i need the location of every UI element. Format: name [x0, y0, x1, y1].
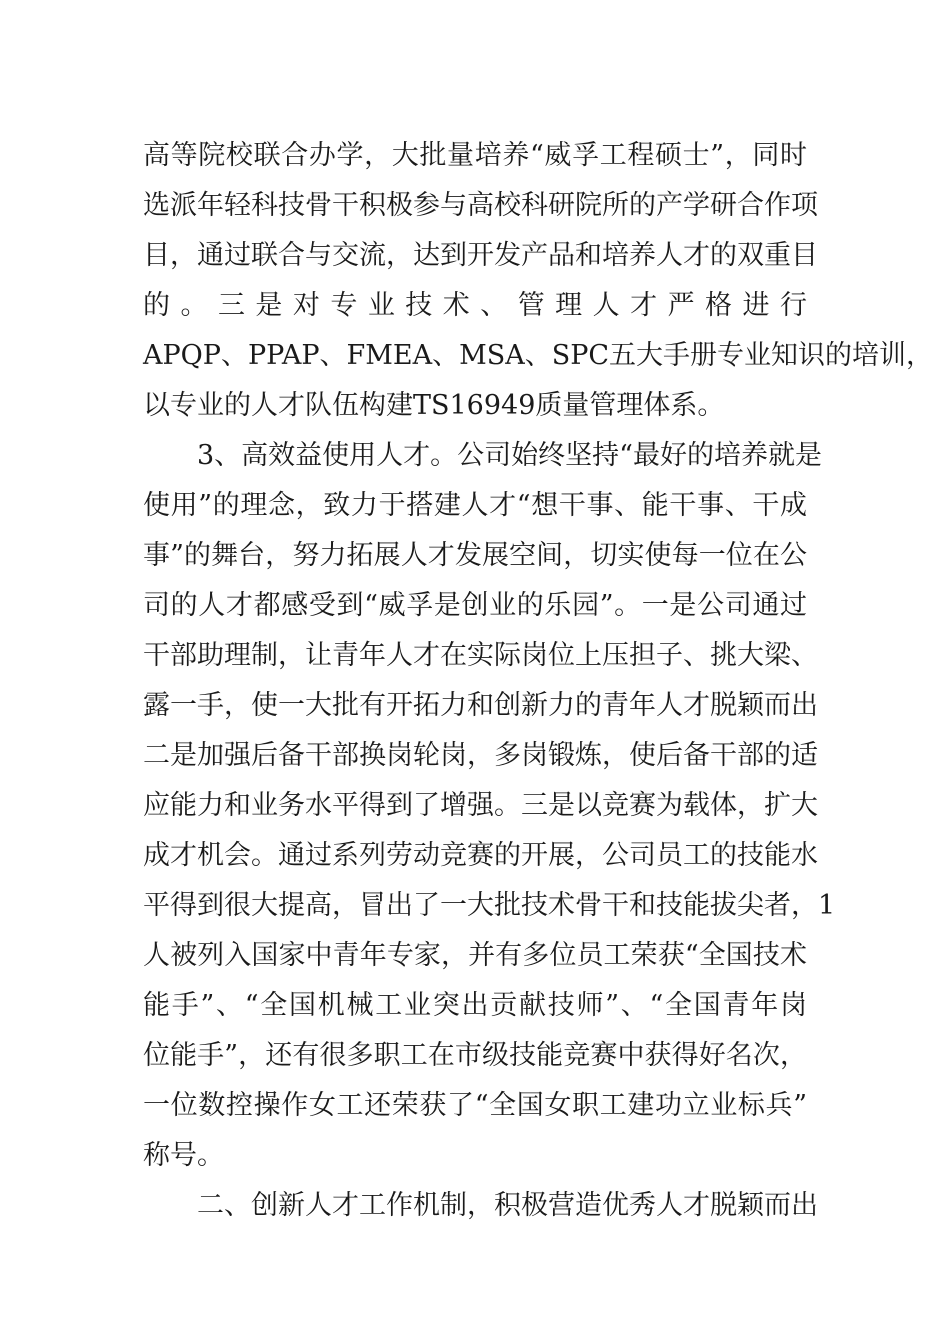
text-line-8: 使用”的理念，致力于搭建人才“想干事、能干事、干成	[143, 490, 807, 521]
text-line-2: 选派年轻科技骨干积极参与高校科研院所的产学研合作项	[143, 190, 818, 221]
text-line-19: 位能手”，还有很多职工在市级技能竞赛中获得好名次，	[143, 1040, 807, 1071]
text-line-7: 3、高效益使用人才。公司始终坚持“最好的培养就是	[197, 440, 822, 471]
text-line-6: 以专业的人才队伍构建TS16949质量管理体系。	[143, 390, 725, 421]
text-line-14: 应能力和业务水平得到了增强。三是以竞赛为载体，扩大	[143, 790, 818, 821]
text-line-5: APQP、PPAP、FMEA、MSA、SPC五大手册专业知识的培训，	[143, 340, 934, 371]
text-line-10: 司的人才都感受到“威孚是创业的乐园”。一是公司通过	[143, 590, 807, 621]
text-line-15: 成才机会。通过系列劳动竞赛的开展，公司员工的技能水	[143, 840, 818, 871]
text-line-16: 平得到很大提高，冒出了一大批技术骨干和技能拔尖者，1	[143, 890, 836, 921]
text-line-12: 露一手，使一大批有开拓力和创新力的青年人才脱颖而出	[143, 690, 818, 721]
text-line-20: 一位数控操作女工还荣获了“全国女职工建功立业标兵”	[143, 1090, 807, 1121]
text-line-13: 二是加强后备干部换岗轮岗，多岗锻炼，使后备干部的适	[143, 740, 818, 771]
text-line-3: 目，通过联合与交流，达到开发产品和培养人才的双重目	[143, 240, 818, 271]
text-line-4: 的。三是对专业技术、管理人才严格进行	[143, 290, 807, 321]
text-line-9: 事”的舞台，努力拓展人才发展空间，切实使每一位在公	[143, 540, 807, 571]
text-line-18: 能手”、“全国机械工业突出贡献技师”、“全国青年岗	[143, 990, 807, 1021]
text-line-1: 高等院校联合办学，大批量培养“威孚工程硕士”，同时	[143, 140, 807, 171]
text-line-17: 人被列入国家中青年专家，并有多位员工荣获“全国技术	[143, 940, 807, 971]
section-heading: 二、创新人才工作机制，积极营造优秀人才脱颖而出	[197, 1190, 818, 1221]
text-line-21: 称号。	[143, 1140, 224, 1171]
text-line-11: 干部助理制，让青年人才在实际岗位上压担子、挑大梁、	[143, 640, 818, 671]
